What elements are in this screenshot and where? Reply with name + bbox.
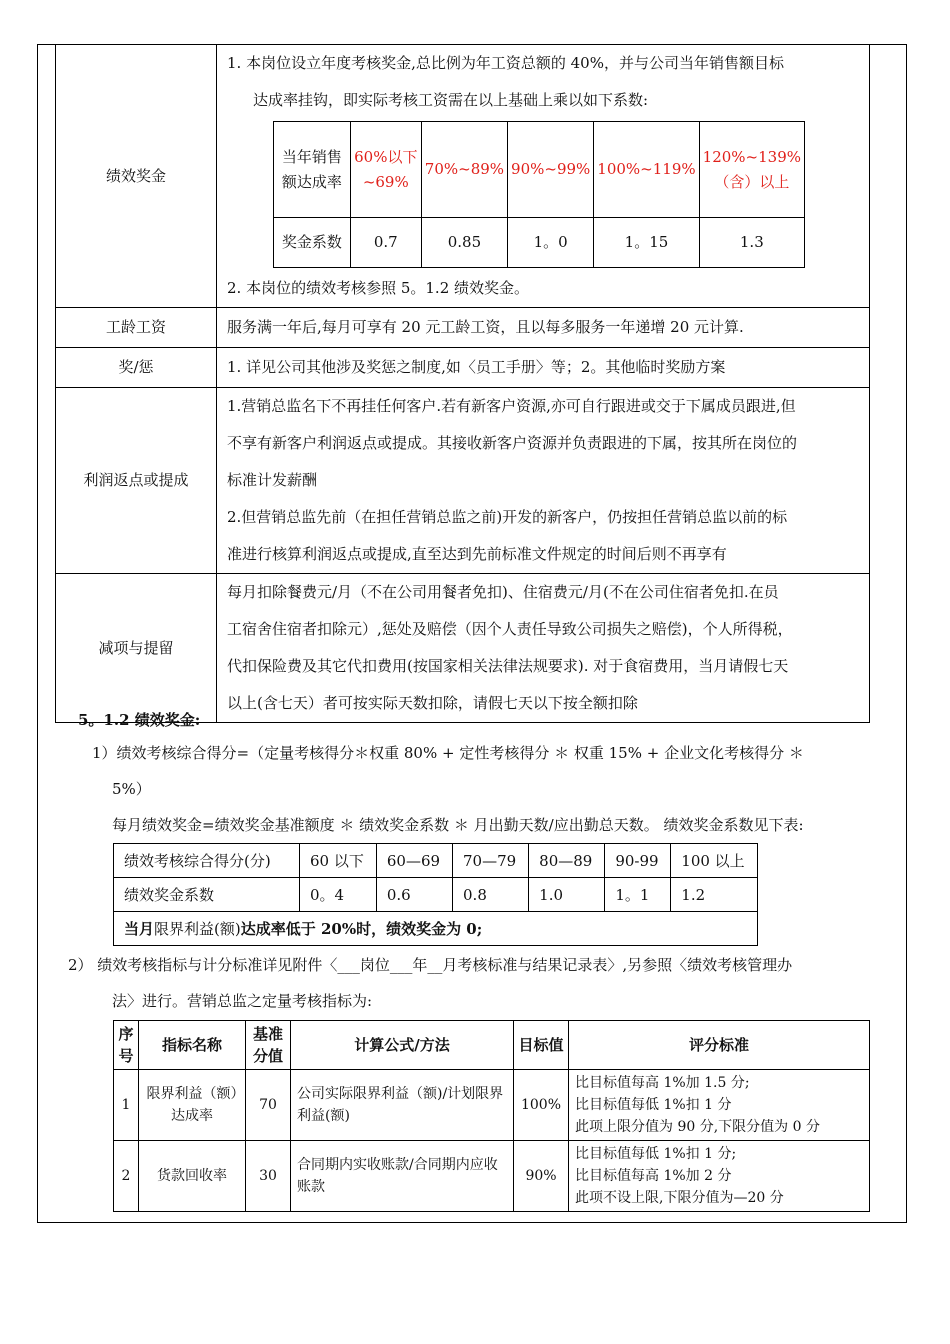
kpi-header: 基准分值 [246, 1021, 291, 1070]
coef-range: 70%~89% [421, 122, 507, 218]
coefficient-cell: 0.6 [376, 878, 452, 912]
coefficient-cell: 1.2 [671, 878, 758, 912]
profit-line: 2.但营销总监先前（在担任营销总监之前)开发的新客户，仍按担任营销总监以前的标 [227, 508, 788, 526]
p1-line1: 1）绩效考核综合得分=（定量考核得分＊权重 80% + 定性考核得分 ＊ 权重 15% + 企业文化考核得分 ＊ [92, 744, 804, 762]
content-reward-penalty: 1. 详见公司其他涉及奖惩之制度,如〈员工手册〉等；2。其他临时奖励方案 [217, 348, 870, 388]
kpi-row [114, 1141, 870, 1212]
salary-policy-table [55, 44, 870, 723]
coefficient-cell: 1.0 [529, 878, 605, 912]
kpi-name: 货款回收率 [139, 1141, 246, 1212]
label-deduction: 减项与提留 [56, 574, 217, 723]
coef-range: 90%~99% [508, 122, 594, 218]
deduction-line: 代扣保险费及其它代扣费用(按国家相关法律法规要求). 对于食宿费用，当月请假七天 [227, 657, 789, 675]
bonus-item2: 2. 本岗位的绩效考核参照 5。1.2 绩效奖金。 [227, 279, 530, 297]
score-cell: 60 以下 [300, 844, 377, 878]
profit-line: 准进行核算利润返点或提成,直至达到先前标准文件规定的时间后则不再享有 [227, 545, 727, 563]
coef-range: 60%以下~69% [350, 122, 421, 218]
p2-line1: 2） 绩效考核指标与计分标准详见附件〈___岗位___年__月考核标准与结果记录表〉,另参照〈绩效考核管理办 [68, 956, 793, 974]
kpi-criteria-line: 比目标值每低 1%扣 1 分; [575, 1146, 737, 1162]
coef-value: 1。0 [508, 218, 594, 268]
content-seniority-pay: 服务满一年后,每月可享有 20 元工龄工资，且以每多服务一年递增 20 元计算. [217, 308, 870, 348]
score-row [114, 844, 758, 878]
coef-header-label: 当年销售额达成率 [274, 122, 351, 218]
profit-line: 标准计发薪酬 [227, 471, 318, 489]
row-performance-bonus [56, 45, 870, 308]
kpi-header: 指标名称 [139, 1021, 246, 1070]
kpi-criteria-line: 比目标值每低 1%扣 1 分 [575, 1097, 732, 1113]
bonus-item1-line1: 1. 本岗位设立年度考核奖金,总比例为年工资总额的 40%，并与公司当年销售额目标 [227, 54, 784, 72]
content-deduction [217, 574, 870, 723]
deduction-line: 工宿舍住宿者扣除元）,惩处及赔偿（因个人责任导致公司损失之赔偿)，个人所得税， [227, 620, 793, 638]
note-part-b: 限界利益(额) [154, 920, 241, 938]
kpi-target: 100% [514, 1070, 569, 1141]
coefficient-row [114, 878, 758, 912]
p2-line2: 法〉进行。营销总监之定量考核指标为: [112, 992, 373, 1010]
p1-line2: 5%） [112, 780, 151, 798]
content-profit-commission [217, 388, 870, 574]
content-performance-bonus [217, 45, 870, 308]
profit-line: 1.营销总监名下不再挂任何客户.若有新客户资源,亦可自行跟进或交于下属成员跟进,但 [227, 397, 796, 415]
kpi-base: 30 [246, 1141, 291, 1212]
note-cell [114, 912, 758, 946]
coef-value: 0.7 [350, 218, 421, 268]
kpi-header: 评分标准 [569, 1021, 870, 1070]
section-title: 5。1.2 绩效奖金: [78, 711, 201, 729]
deduction-line: 以上(含七天）者可按实际天数扣除，请假七天以下按全额扣除 [227, 694, 638, 712]
kpi-header-row [114, 1021, 870, 1070]
profit-line: 不享有新客户利润返点或提成。其接收新客户资源并负责跟进的下属，按其所在岗位的 [227, 434, 798, 452]
paragraph-1 [92, 735, 902, 843]
note-row [114, 912, 758, 946]
coefficient-cell: 0.8 [453, 878, 529, 912]
label-profit-commission: 利润返点或提成 [56, 388, 217, 574]
kpi-formula: 合同期内实收账款/合同期内应收账款 [291, 1141, 514, 1212]
coef-row-label: 奖金系数 [274, 218, 351, 268]
kpi-target: 90% [514, 1141, 569, 1212]
row-reward-penalty [56, 348, 870, 388]
note-part-a: 当月 [124, 920, 155, 938]
kpi-table [113, 1020, 870, 1212]
score-cell: 70—79 [453, 844, 529, 878]
kpi-criteria-line: 比目标值每高 1%加 2 分 [575, 1168, 732, 1184]
row-profit-commission [56, 388, 870, 574]
coef-range: 120%~139%（含）以上 [699, 122, 804, 218]
coef-value: 1。15 [594, 218, 699, 268]
kpi-header: 计算公式/方法 [291, 1021, 514, 1070]
score-cell: 80—89 [529, 844, 605, 878]
bonus-item1-line2: 达成率挂钩，即实际考核工资需在以上基础上乘以如下系数: [253, 91, 649, 109]
coef-range: 100%~119% [594, 122, 699, 218]
coefficient-cell: 0。4 [300, 878, 377, 912]
kpi-criteria-line: 比目标值每高 1%加 1.5 分; [575, 1075, 750, 1091]
kpi-header: 目标值 [514, 1021, 569, 1070]
row-deduction [56, 574, 870, 723]
kpi-formula: 公司实际限界利益（额)/计划限界利益(额) [291, 1070, 514, 1141]
paragraph-2 [68, 947, 903, 1019]
score-row-label: 绩效考核综合得分(分) [114, 844, 300, 878]
label-seniority-pay: 工龄工资 [56, 308, 217, 348]
label-performance-bonus: 绩效奖金 [56, 45, 217, 308]
kpi-criteria-line: 此项不设上限,下限分值为—20 分 [575, 1190, 784, 1206]
kpi-base: 70 [246, 1070, 291, 1141]
coefficient-row-label: 绩效奖金系数 [114, 878, 300, 912]
score-coefficient-table [113, 843, 758, 946]
score-cell: 60—69 [376, 844, 452, 878]
bonus-coefficient-table [273, 121, 805, 268]
deduction-line: 每月扣除餐费元/月（不在公司用餐者免扣)、住宿费元/月(不在公司住宿者免扣.在员 [227, 583, 779, 601]
kpi-criteria [569, 1070, 870, 1141]
score-cell: 90-99 [605, 844, 671, 878]
kpi-no: 2 [114, 1141, 139, 1212]
coef-value: 1.3 [699, 218, 804, 268]
kpi-name: 限界利益（额）达成率 [139, 1070, 246, 1141]
label-reward-penalty: 奖/惩 [56, 348, 217, 388]
kpi-criteria [569, 1141, 870, 1212]
kpi-no: 1 [114, 1070, 139, 1141]
kpi-row [114, 1070, 870, 1141]
kpi-criteria-line: 此项上限分值为 90 分,下限分值为 0 分 [575, 1119, 820, 1135]
p1-line3: 每月绩效奖金=绩效奖金基准额度 ＊ 绩效奖金系数 ＊ 月出勤天数/应出勤总天数。 绩效奖金系数见下表: [112, 816, 804, 834]
coefficient-cell: 1。1 [605, 878, 671, 912]
coef-value: 0.85 [421, 218, 507, 268]
kpi-header: 序号 [114, 1021, 139, 1070]
note-part-c: 达成率低于 20%时，绩效奖金为 0; [240, 920, 483, 938]
row-seniority-pay [56, 308, 870, 348]
score-cell: 100 以上 [671, 844, 758, 878]
